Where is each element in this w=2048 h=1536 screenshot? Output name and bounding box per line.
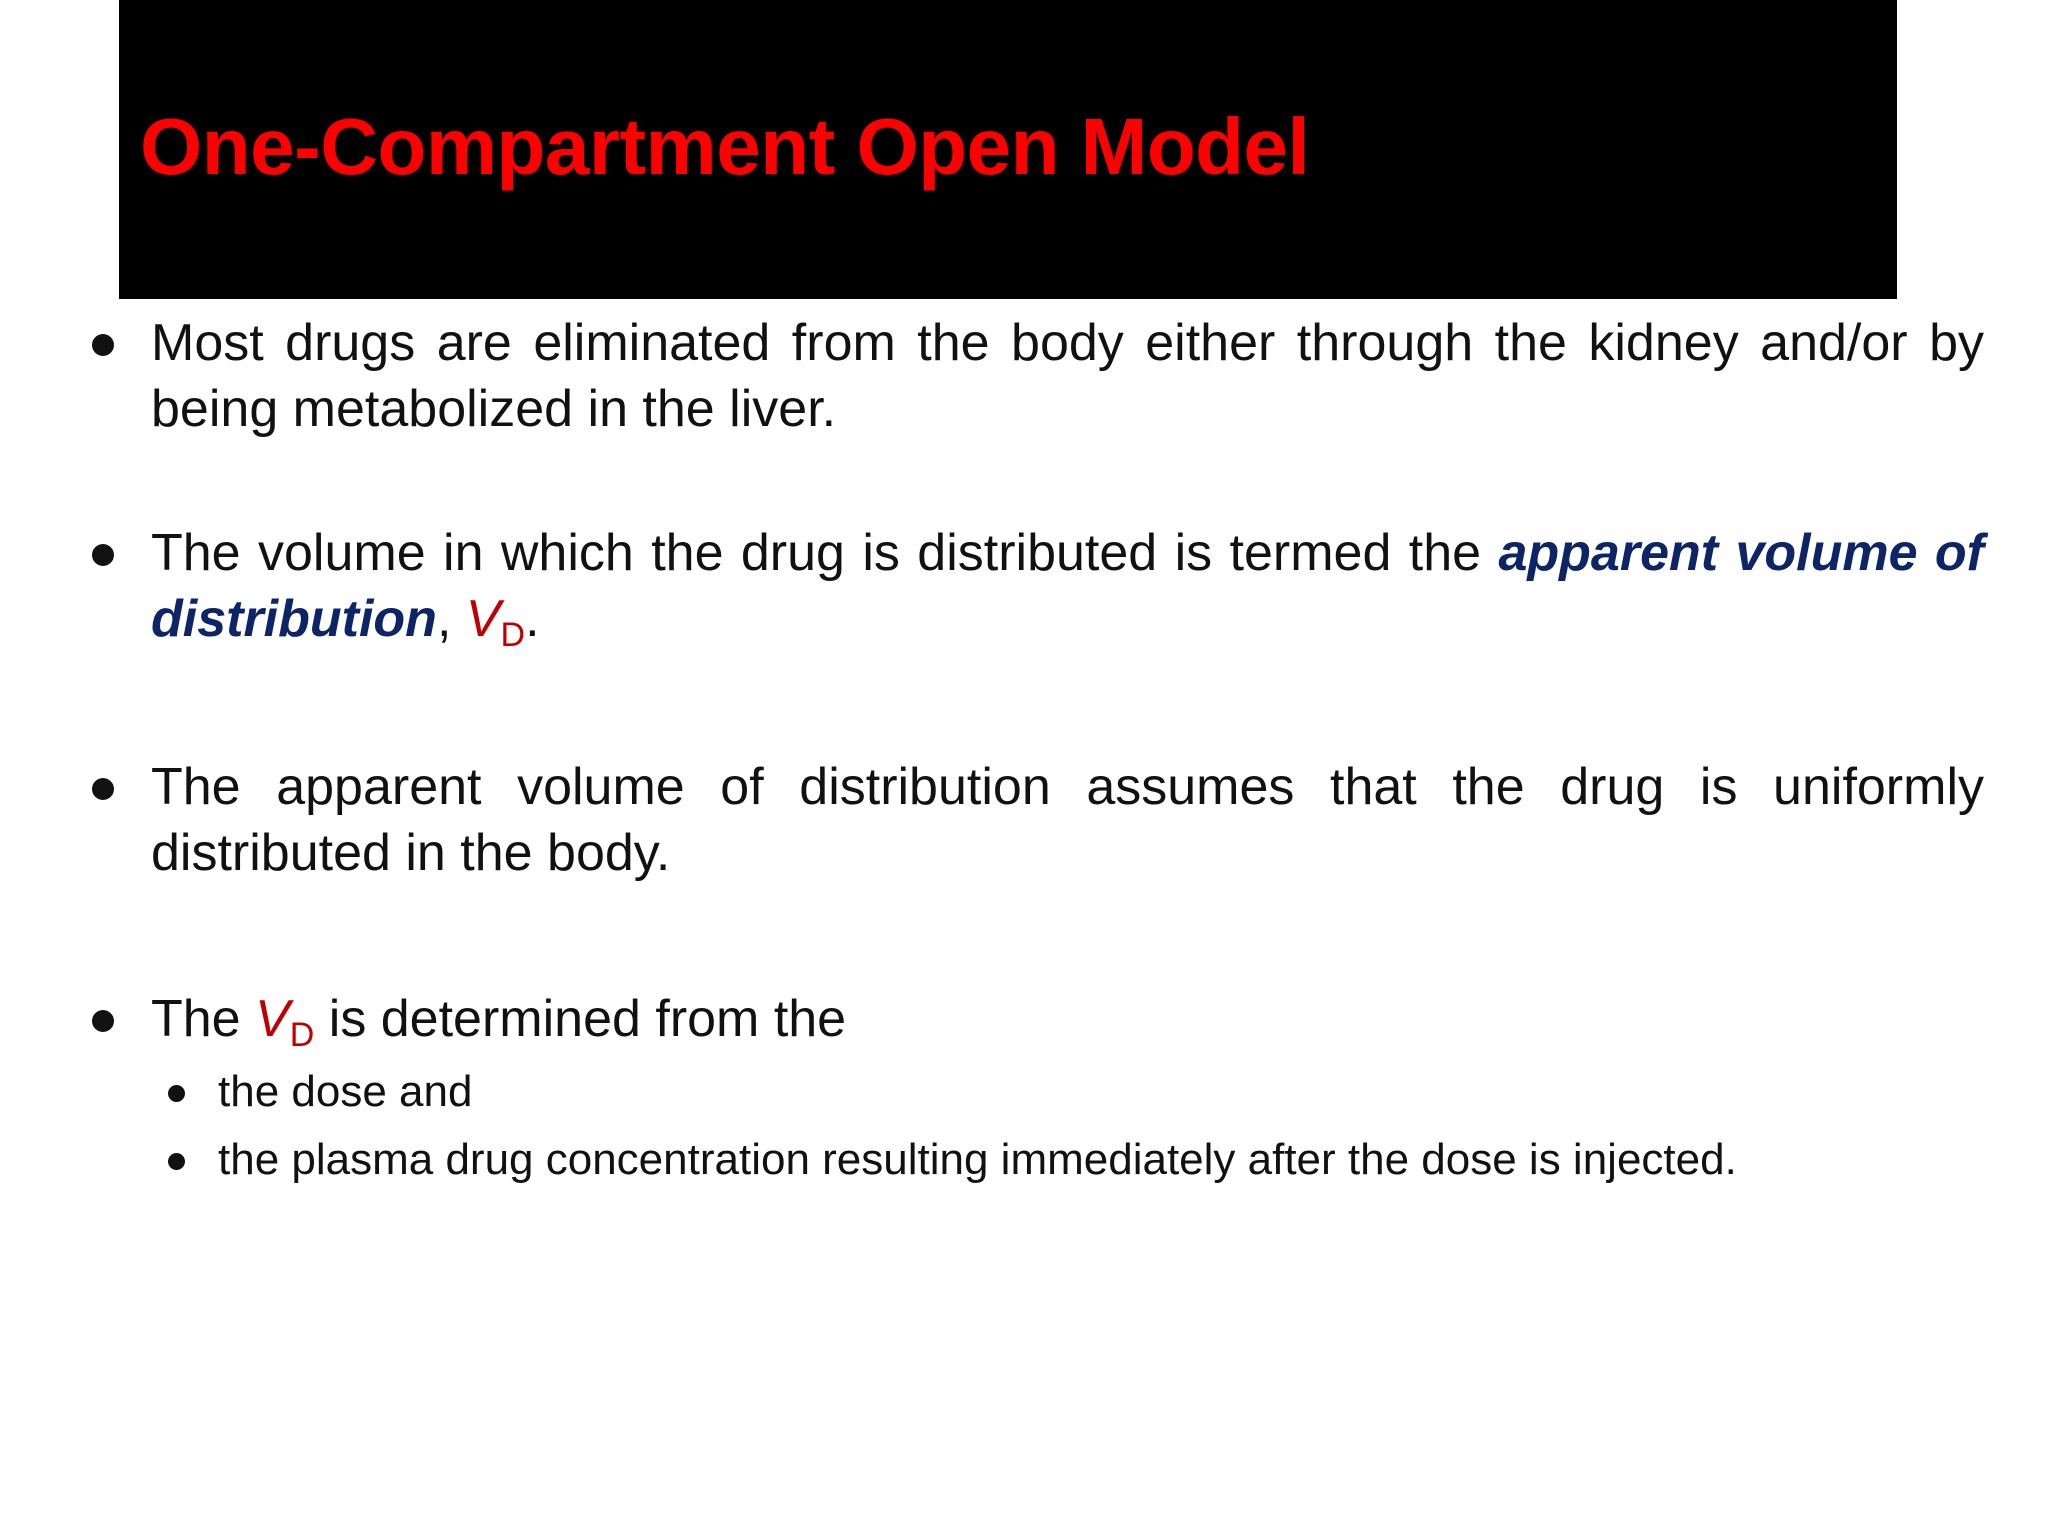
period: . (525, 590, 540, 648)
bullet-item-uniform-distribution (84, 754, 1984, 886)
bullet-item-volume-definition (84, 520, 1984, 652)
bullet-item-elimination (84, 310, 1984, 442)
sub-bullet-text: the dose and (218, 1067, 473, 1116)
vd-letter: V (255, 990, 290, 1048)
sub-bullet-list (84, 1058, 1984, 1194)
key-term: apparent volume of distribution (151, 524, 1985, 648)
bullet-item-vd-determination (84, 986, 1984, 1052)
sub-bullet-item-concentration (160, 1126, 1984, 1194)
sub-bullet-item-dose (160, 1058, 1984, 1126)
title-bar (119, 0, 1897, 299)
bullet-text: The apparent volume of distribution assumes that the drug is uniformly distributed in the body. (151, 758, 1984, 882)
slide-title: One-Compartment Open Model (140, 102, 1310, 191)
bullet-dot-icon (92, 1010, 114, 1032)
bullet-dot-icon (92, 544, 114, 566)
sub-bullet-dot-icon (168, 1085, 185, 1102)
bullet-text: is determined from the (328, 990, 847, 1048)
vd-symbol (255, 990, 315, 1054)
vd-symbol (465, 590, 526, 654)
bullet-list (84, 310, 1984, 1194)
bullet-text: The volume in which the drug is distributed is termed the (151, 524, 1482, 582)
vd-letter: V (465, 590, 501, 648)
vd-subscript: D (289, 1016, 315, 1054)
sub-bullet-dot-icon (168, 1153, 185, 1170)
bullet-dot-icon (92, 334, 114, 356)
bullet-text: Most drugs are eliminated from the body either through the kidney and/or by being metabolized in the liver. (151, 314, 1984, 438)
sub-bullet-text: the plasma drug concentration resulting immediately after the dose is injected. (218, 1135, 1737, 1184)
comma: , (436, 590, 452, 648)
vd-subscript: D (500, 616, 526, 654)
bullet-dot-icon (92, 778, 114, 800)
bullet-text: The (151, 990, 241, 1048)
